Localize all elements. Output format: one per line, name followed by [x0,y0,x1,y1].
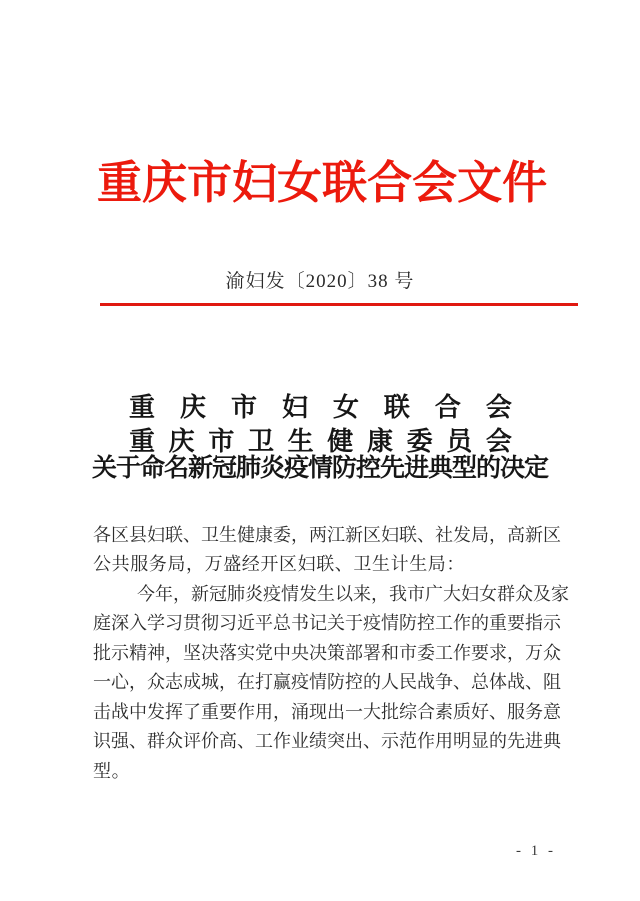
document-number: 渝妇发〔2020〕38 号 [225,271,415,292]
heading-subject: 关于命名新冠肺炎疫情防控先进典型的决定 [91,455,548,482]
paragraph2-line-4: 一 心 ， 众 志 成 城 ， 在 打 赢 疫 情 防 控 的 人 民 战 争 、 总 体 战 、 阻 [93,672,561,692]
masthead-title: 重 庆 市 妇 女 联 合 会 文 件 [97,158,548,208]
paragraph2-line-6: 识 强 、 群 众 评 价 高 、 工 作 业 绩 突 出 、 示 范 作 用 明 显 的 先 进 典 [93,731,561,751]
paragraph2-line-3: 批 示 精 神 ， 坚 决 落 实 党 中 央 决 策 部 署 和 市 委 工 作 要 求 ， 万 众 [93,643,561,663]
heading-org-line-2: 重 庆 市 卫 生 健 康 委 员 会 [129,427,512,456]
paragraph2-line-1: 今 年 ， 新 冠 肺 炎 疫 情 发 生 以 来 ， 我 市 广 大 妇 女 群 众 及 家 [137,584,569,604]
paragraph1-line-1: 各 区 县 妇 联 、 卫 生 健 康 委 ， 两 江 新 区 妇 联 、 社 发 局 ， 高 新 区 [93,525,561,545]
paragraph2-line-7: 型。 [93,761,131,781]
masthead-divider-rule [100,303,578,306]
paragraph1-line-2: 公共服务局，万盛经开区妇联、卫生计生局： [93,554,465,574]
heading-org-line-1: 重 庆 市 妇 女 联 合 会 [129,393,512,422]
paragraph2-line-2: 庭 深 入 学 习 贯 彻 习 近 平 总 书 记 关 于 疫 情 防 控 工 作 的 重 要 指 示 [93,613,561,633]
page-number: - 1 - [516,843,556,859]
paragraph2-line-5: 击 战 中 发 挥 了 重 要 作 用 ， 涌 现 出 一 大 批 综 合 素 质 好 、 服 务 意 [93,702,561,722]
